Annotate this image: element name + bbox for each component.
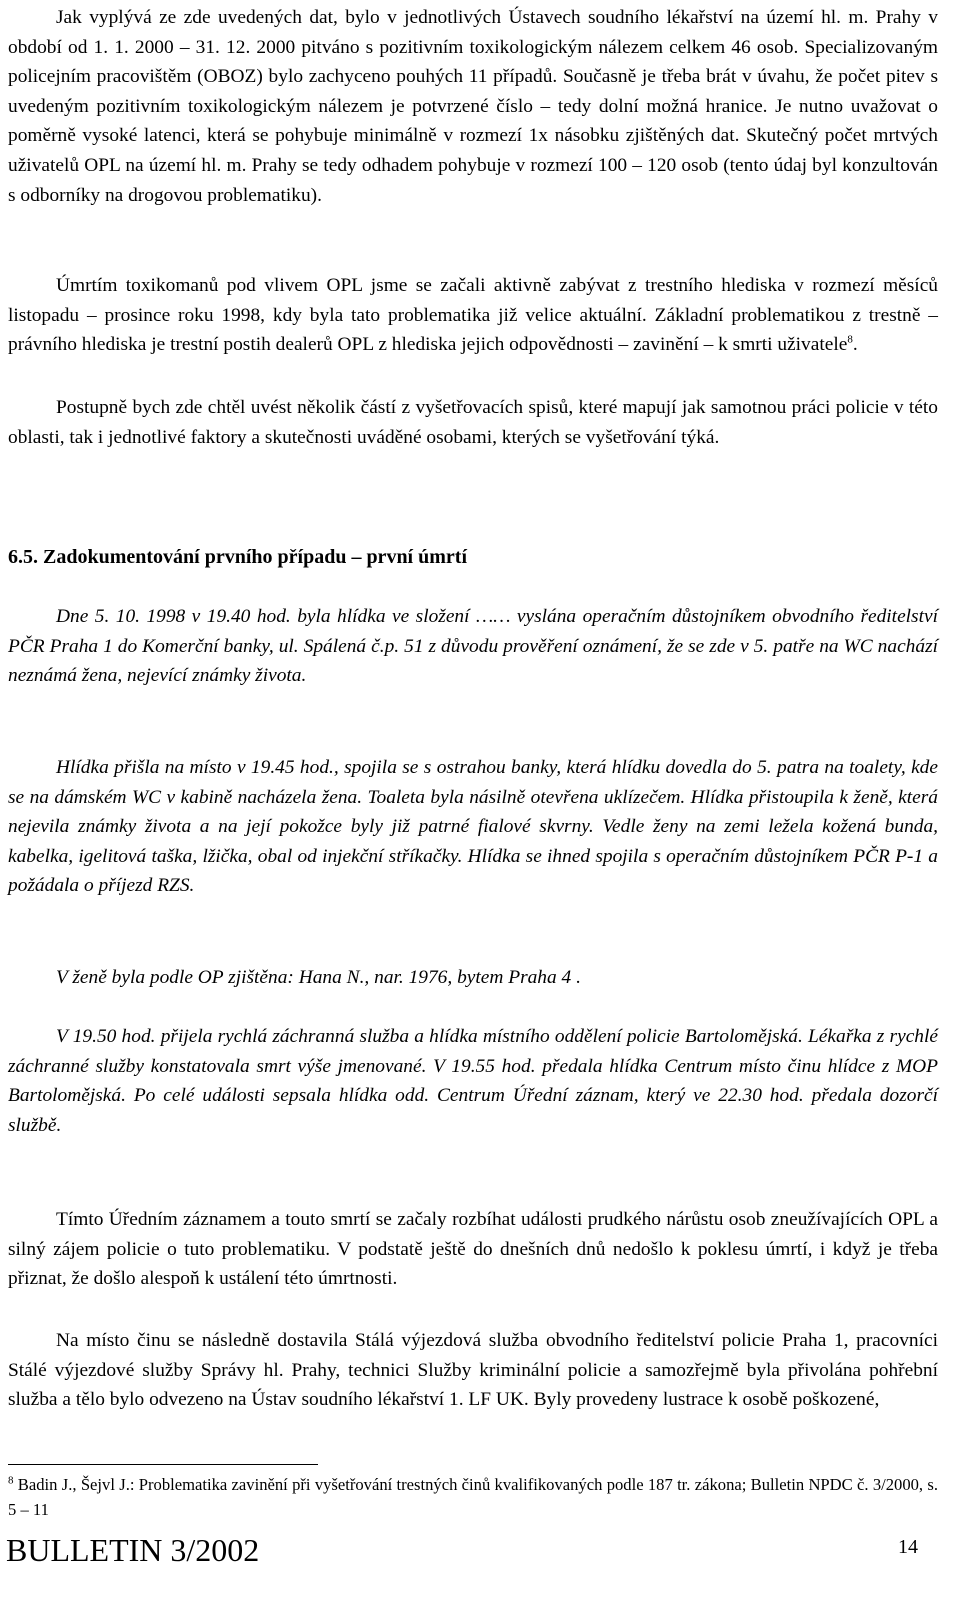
page-number: 14 bbox=[898, 1536, 918, 1558]
paragraph-criminal-aspect bbox=[8, 271, 938, 360]
paragraph-investigation-intro: Postupně bych zde chtěl uvést několik částí z vyšetřovacích spisů, které mapují jak samotnou práci policie v této oblasti, tak i jednotlivé faktory a skutečnosti uváděné osobami, kterých se vyšetřování týká. bbox=[8, 397, 938, 448]
paragraph-consequences: Tímto Úředním záznamem a touto smrtí se začaly rozbíhat události prudkého nárůstu osob zneužívajících OPL a silný zájem policie o tuto problematiku. V podstatě ještě do dnešních dnů nedošlo k poklesu úmrtí, i když je třeba přiznat, že došlo alespoň k ustálení této úmrtnosti. bbox=[8, 1209, 938, 1290]
paragraph-criminal-aspect-text: Úmrtím toxikomanů pod vlivem OPL jsme se začali aktivně zabývat z trestního hlediska v rozmezí měsíců listopadu – prosince roku 1998, kdy byla tato problematika již velice aktuální. Základní problematikou z trestně – právního hlediska je trestní postih dealerů OPL z hlediska jejich odpovědnosti – zavinění – k smrti uživatele bbox=[8, 275, 938, 356]
footnote-separator bbox=[8, 1464, 318, 1465]
footnote-marker: 8 bbox=[8, 1474, 14, 1487]
footnote bbox=[8, 1472, 938, 1522]
report-paragraph-arrival: Hlídka přišla na místo v 19.45 hod., spojila se s ostrahou banky, která hlídku dovedla do 5. patra na toalety, kde se na dámském WC v kabině nacházela žena. Toaleta byla násilně otevřena uklízečem. Hlídka přistoupila k ženě, která nejevila známky života a na její pokožce byly již patrné fialové skvrny. Vedle ženy na zemi ležela kožená bunda, kabelka, igelitová taška, lžička, obal od injekční stříkačky. Hlídka se ihned spojila s operačním důstojníkem PČR P-1 a požádala o příjezd RZS. bbox=[8, 757, 938, 897]
paragraph-scene-response: Na místo činu se následně dostavila Stálá výjezdová služba obvodního ředitelství policie Praha 1, pracovníci Stálé výjezdové služby Správy hl. Prahy, technici Služby kriminální policie a samozřejmě byla přivolána pohřební služba a tělo bylo odvezeno na Ústav soudního lékařství 1. LF UK. Byly provedeny lustrace k osobě poškozené, bbox=[8, 1330, 938, 1411]
paragraph-end-mark: . bbox=[852, 334, 858, 356]
paragraph-statistics: Jak vyplývá ze zde uvedených dat, bylo v jednotlivých Ústavech soudního lékařství na území hl. m. Prahy v období od 1. 1. 2000 – 31. 12. 2000 pitváno s pozitivním toxikologickým nálezem celkem 46 osob. Specializovaným policejním pracovištěm (OBOZ) bylo zachyceno pouhých 11 případů. Současně je třeba brát v úvahu, že počet pitev s uvedeným pozitivním toxikologickým nálezem je potvrzené číslo – tedy dolní možná hranice. Je nutno uvažovat o poměrně vysoké latenci, která se pohybuje minimálně v rozmezí 1x násobku zjištěných dat. Skutečný počet mrtvých uživatelů OPL na území hl. m. Prahy se tedy odhadem pohybuje v rozmezí 100 – 120 osob (tento údaj byl konzultován s odborníky na drogovou problematiku). bbox=[8, 7, 938, 206]
footnote-reference[interactable]: 8 bbox=[847, 333, 853, 346]
footnote-text: Badin J., Šejvl J.: Problematika zavinění při vyšetřování trestných činů kvalifikovaných podle 187 tr. zákona; Bulletin NPDC č. 3/2000, s. 5 – 11 bbox=[8, 1475, 938, 1519]
report-paragraph-dispatch: Dne 5. 10. 1998 v 19.40 hod. byla hlídka ve složení …… vyslána operačním důstojníkem obvodního ředitelství PČR Praha 1 do Komerční banky, ul. Spálená č.p. 51 z důvodu prověření oznámení, že se zde v 5. patře na WC nachází neznámá žena, nejevící známky života. bbox=[8, 606, 938, 687]
section-heading: 6.5. Zadokumentování prvního případu – první úmrtí bbox=[8, 546, 467, 568]
publication-footer: BULLETIN 3/2002 bbox=[6, 1532, 260, 1568]
report-paragraph-ambulance: V 19.50 hod. přijela rychlá záchranná služba a hlídka místního oddělení policie Bartolomějská. Lékařka z rychlé záchranné služby konstatovala smrt výše jmenované. V 19.55 hod. předala hlídka Centrum místo činu hlídce z MOP Bartolomějská. Po celé události sepsala hlídka odd. Centrum Úřední záznam, který ve 22.30 hod. předala dozorčí službě. bbox=[8, 1026, 938, 1136]
report-paragraph-identification: V ženě byla podle OP zjištěna: Hana N., nar. 1976, bytem Praha 4 . bbox=[56, 967, 581, 988]
